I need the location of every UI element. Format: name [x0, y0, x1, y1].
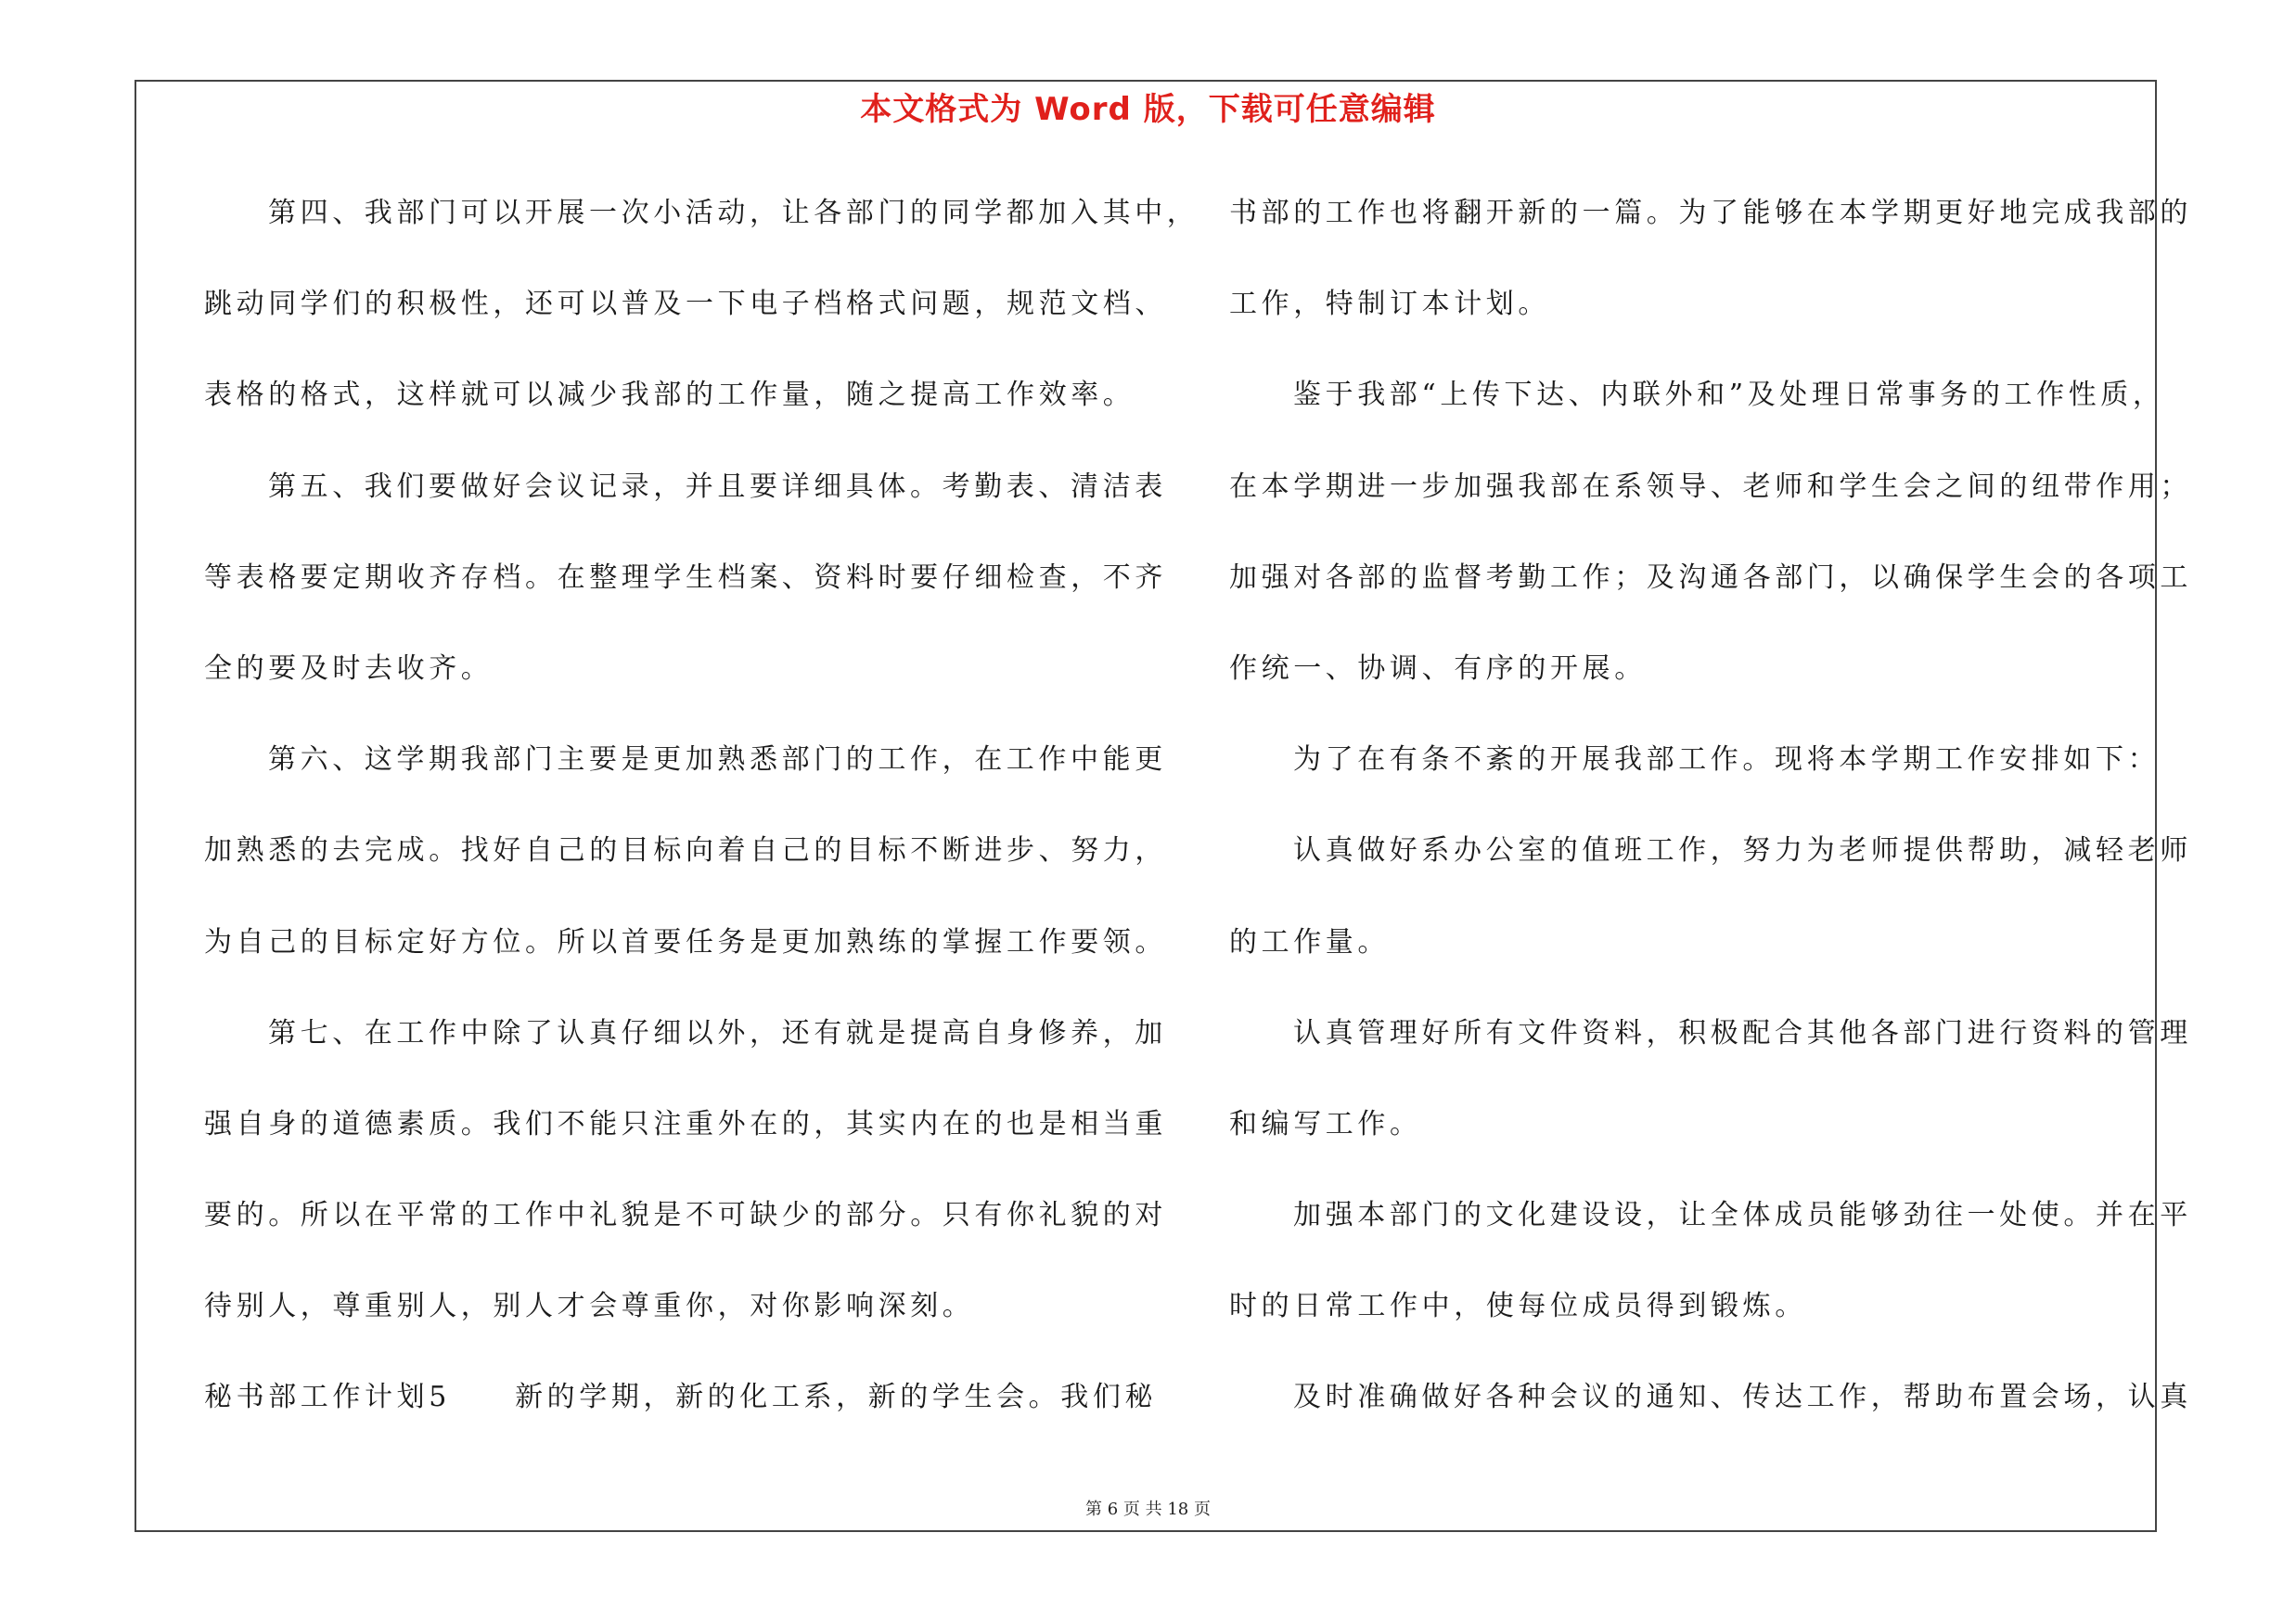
text-line: 加熟悉的去完成。找好自己的目标向着自己的目标不断进步、努力，: [204, 834, 1167, 868]
text-line: 第六、这学期我部门主要是更加熟悉部门的工作，在工作中能更: [268, 743, 1167, 777]
text-line: 书部的工作也将翻开新的一篇。为了能够在本学期更好地完成我部的: [1229, 197, 2192, 229]
text-line: 在本学期进一步加强我部在系领导、老师和学生会之间的纽带作用；: [1229, 470, 2192, 503]
text-line: 跳动同学们的积极性，还可以普及一下电子档格式问题，规范文档、: [204, 288, 1167, 321]
page-footer: 第 6 页 共 18 页: [1085, 1500, 1211, 1519]
text-line: 待别人，尊重别人，别人才会尊重你，对你影响深刻。: [204, 1290, 975, 1323]
left-column: [204, 186, 1199, 1462]
format-banner: 本文格式为 Word 版，下载可任意编辑: [860, 91, 1436, 128]
text-line: 工作，特制订本计划。: [1229, 288, 1550, 321]
text-line: 表格的格式，这样就可以减少我部的工作量，随之提高工作效率。: [204, 379, 1135, 412]
text-line: 第五、我们要做好会议记录，并且要详细具体。考勤表、清洁表: [268, 470, 1167, 503]
text-line: 加强本部门的文化建设设，让全体成员能够劲往一处使。并在平: [1293, 1199, 2192, 1232]
text-line: 加强对各部的监督考勤工作；及沟通各部门，以确保学生会的各项工: [1229, 560, 2192, 594]
text-line: 及时准确做好各种会议的通知、传达工作，帮助布置会场，认真: [1293, 1381, 2192, 1414]
text-line: 时的日常工作中，使每位成员得到锻炼。: [1229, 1290, 1807, 1323]
text-line: 等表格要定期收齐存档。在整理学生档案、资料时要仔细检查，不齐: [204, 560, 1167, 594]
text-line: 第四、我部门可以开展一次小活动，让各部门的同学都加入其中，: [268, 197, 1199, 229]
text-line: 为自己的目标定好方位。所以首要任务是更加熟练的掌握工作要领。: [204, 925, 1167, 959]
text-line: 秘书部工作计划5 新的学期，新的化工系，新的学生会。我们秘: [204, 1381, 1158, 1414]
text-line: 鉴于我部“上传下达、内联外和”及处理日常事务的工作性质，: [1293, 379, 2165, 412]
text-line: 强自身的道德素质。我们不能只注重外在的，其实内在的也是相当重: [204, 1107, 1167, 1140]
text-line: 为了在有条不紊的开展我部工作。现将本学期工作安排如下：: [1293, 743, 2161, 777]
text-line: 认真管理好所有文件资料，积极配合其他各部门进行资料的管理: [1293, 1016, 2192, 1050]
text-line: 第七、在工作中除了认真仔细以外，还有就是提高自身修养，加: [268, 1016, 1167, 1050]
text-line: 全的要及时去收齐。: [204, 651, 494, 685]
text-line: 作统一、协调、有序的开展。: [1229, 651, 1647, 685]
text-line: 和编写工作。: [1229, 1107, 1422, 1140]
right-column: [1229, 186, 2192, 1462]
text-line: 的工作量。: [1229, 925, 1390, 959]
text-line: 要的。所以在平常的工作中礼貌是不可缺少的部分。只有你礼貌的对: [204, 1199, 1167, 1232]
text-line: 认真做好系办公室的值班工作，努力为老师提供帮助，减轻老师: [1293, 834, 2192, 868]
